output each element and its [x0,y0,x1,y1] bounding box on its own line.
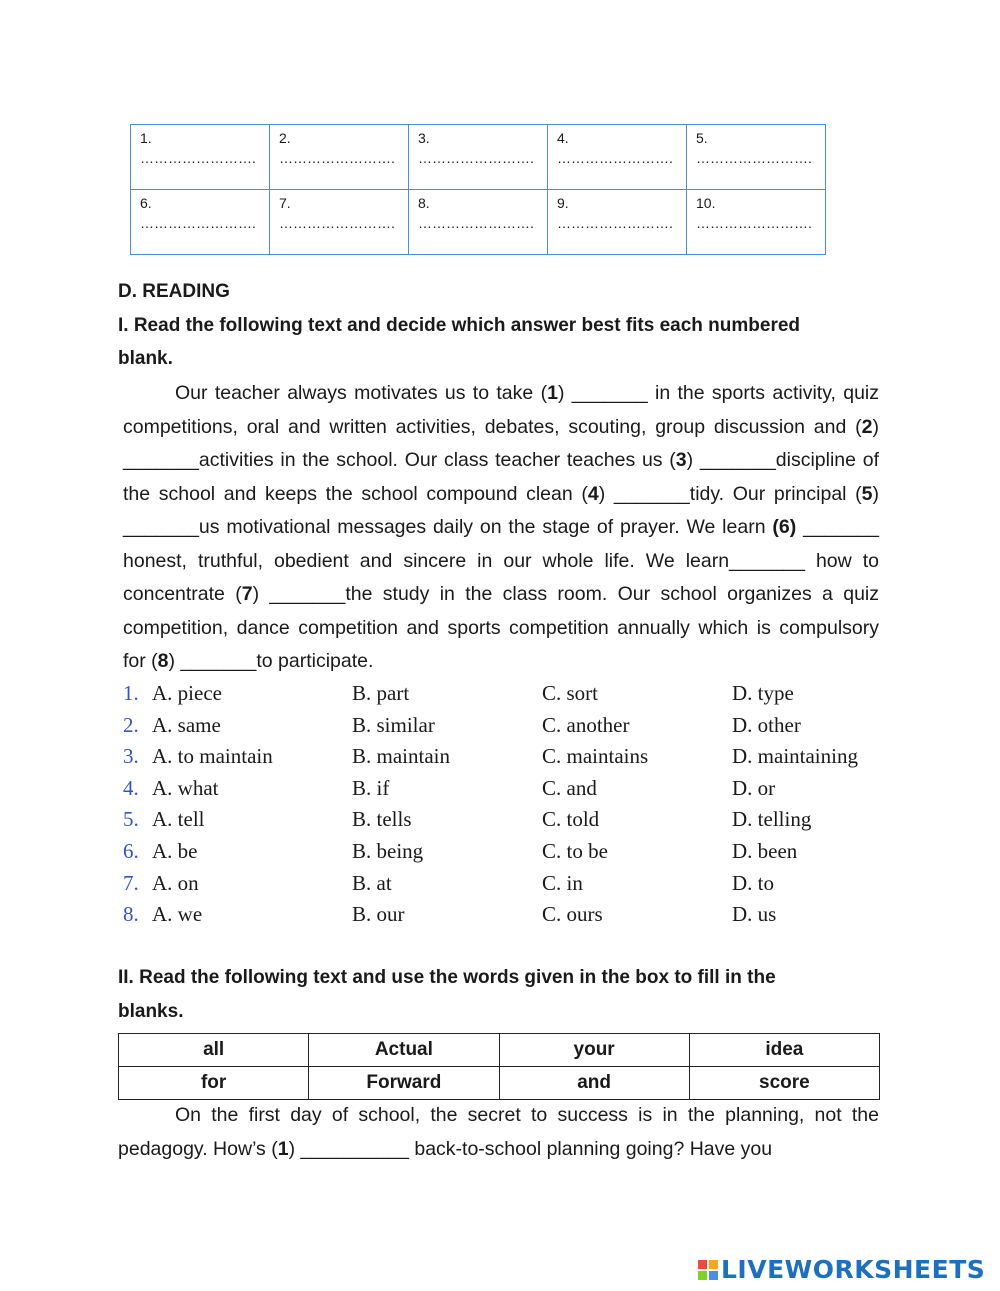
option-d[interactable]: D. other [732,712,801,737]
answer-cell-9[interactable]: 9. ……………………. [548,190,687,255]
answer-cell-6[interactable]: 6. ……………………. [131,190,270,255]
answer-cell-8[interactable]: 8. ……………………. [409,190,548,255]
option-b[interactable]: B. being [352,838,424,863]
option-b[interactable]: B. similar [352,712,435,737]
word-box-cell: score [689,1067,879,1100]
option-d[interactable]: D. us [732,902,777,927]
question-number: 8. [123,902,139,927]
option-d[interactable]: D. to [732,870,774,895]
option-row [123,868,903,900]
answer-cell-3[interactable]: 3. ……………………. [409,125,548,190]
option-row [123,836,903,868]
option-c[interactable]: C. sort [542,681,599,705]
word-box-cell: Actual [309,1034,499,1067]
option-a[interactable]: A. what [152,775,219,800]
option-a[interactable]: A. on [152,870,199,895]
option-b[interactable]: B. if [352,775,390,800]
word-box [118,1033,880,1100]
word-box-cell: idea [689,1034,879,1067]
option-row [123,899,903,931]
word-box-cell: Forward [309,1067,499,1100]
option-c[interactable]: C. and [542,775,597,800]
option-a[interactable]: A. same [152,712,221,737]
reading-passage-1: Our teacher always motivates us to take (1) _______ in the sports activity, quiz competitions, oral and written activities, debates, scouting, group discussion and (2) _______activities in the school. Our class teacher teaches us (3) _______discipline of the school and keeps the school compound clean (4) _______tidy. Our principal (5) _______us motivational messages daily on the stage of prayer. We learn (6) _______ honest, truthful, obedient and sincere in our whole life. We learn_______ how to concentrate (7) _______the study in the class room. Our school organizes a quiz competition, dance competition and sports competition annually which is compulsory for (8) _______to participate. [123,382,880,672]
word-box-row [119,1034,880,1067]
option-b[interactable]: B. our [352,902,405,927]
option-a[interactable]: A. we [152,902,203,927]
word-box-cell: for [119,1067,309,1100]
word-box-row [119,1067,880,1100]
question-number: 1. [123,681,139,705]
answer-cell-5[interactable]: 5. ……………………. [687,125,826,190]
answer-grid-row [131,125,826,190]
answer-cell-4[interactable]: 4. ……………………. [548,125,687,190]
question-number: 2. [123,712,139,737]
question-number: 6. [123,838,139,863]
question-number: 3. [123,744,139,769]
option-b[interactable]: B. part [352,681,410,705]
option-b[interactable]: B. tells [352,807,412,832]
option-c[interactable]: C. maintains [542,744,649,769]
option-d[interactable]: D. or [732,775,776,800]
option-c[interactable]: C. another [542,712,630,737]
question-number: 4. [123,775,139,800]
part2-instruction-cont: blanks. [118,1001,184,1022]
liveworksheets-logo [698,1255,985,1284]
option-row [123,741,903,773]
answer-cell-7[interactable]: 7. ……………………. [270,190,409,255]
part1-instruction: I. Read the following text and decide which answer best fits each numbered [118,315,801,336]
word-box-cell: your [499,1034,689,1067]
option-c[interactable]: C. ours [542,902,603,927]
option-a[interactable]: A. to maintain [152,744,273,769]
word-box-cell: and [499,1067,689,1100]
option-row [123,678,903,710]
logo-blocks-icon [698,1260,718,1280]
option-c[interactable]: C. told [542,807,600,832]
question-number: 7. [123,870,139,895]
option-a[interactable]: A. piece [152,681,222,705]
section-title: D. READING [118,281,230,302]
option-d[interactable]: D. maintaining [732,744,858,769]
logo-text: LIVEWORKSHEETS [721,1255,986,1284]
option-row [123,773,903,805]
answer-cell-1[interactable]: 1. ……………………. [131,125,270,190]
options-list [123,678,903,931]
option-a[interactable]: A. tell [152,807,205,832]
option-d[interactable]: D. been [732,838,798,863]
word-box-cell: all [119,1034,309,1067]
option-c[interactable]: C. to be [542,838,608,863]
option-row [123,804,903,836]
option-row [123,710,903,742]
question-number: 5. [123,807,139,832]
option-c[interactable]: C. in [542,870,583,895]
answer-grid-row [131,190,826,255]
part2-instruction: II. Read the following text and use the words given in the box to fill in the [118,967,776,988]
part1-instruction-cont: blank. [118,348,173,369]
answer-cell-10[interactable]: 10. ……………………. [687,190,826,255]
option-d[interactable]: D. type [732,681,794,705]
reading-passage-2: On the first day of school, the secret to success is in the planning, not the pedagogy. How’s (1) __________ back-to-school planning going? Have you [118,1104,879,1160]
option-b[interactable]: B. at [352,870,392,895]
option-a[interactable]: A. be [152,838,198,863]
answer-cell-2[interactable]: 2. ……………………. [270,125,409,190]
option-d[interactable]: D. telling [732,807,812,832]
option-b[interactable]: B. maintain [352,744,450,769]
answer-grid [130,124,826,255]
